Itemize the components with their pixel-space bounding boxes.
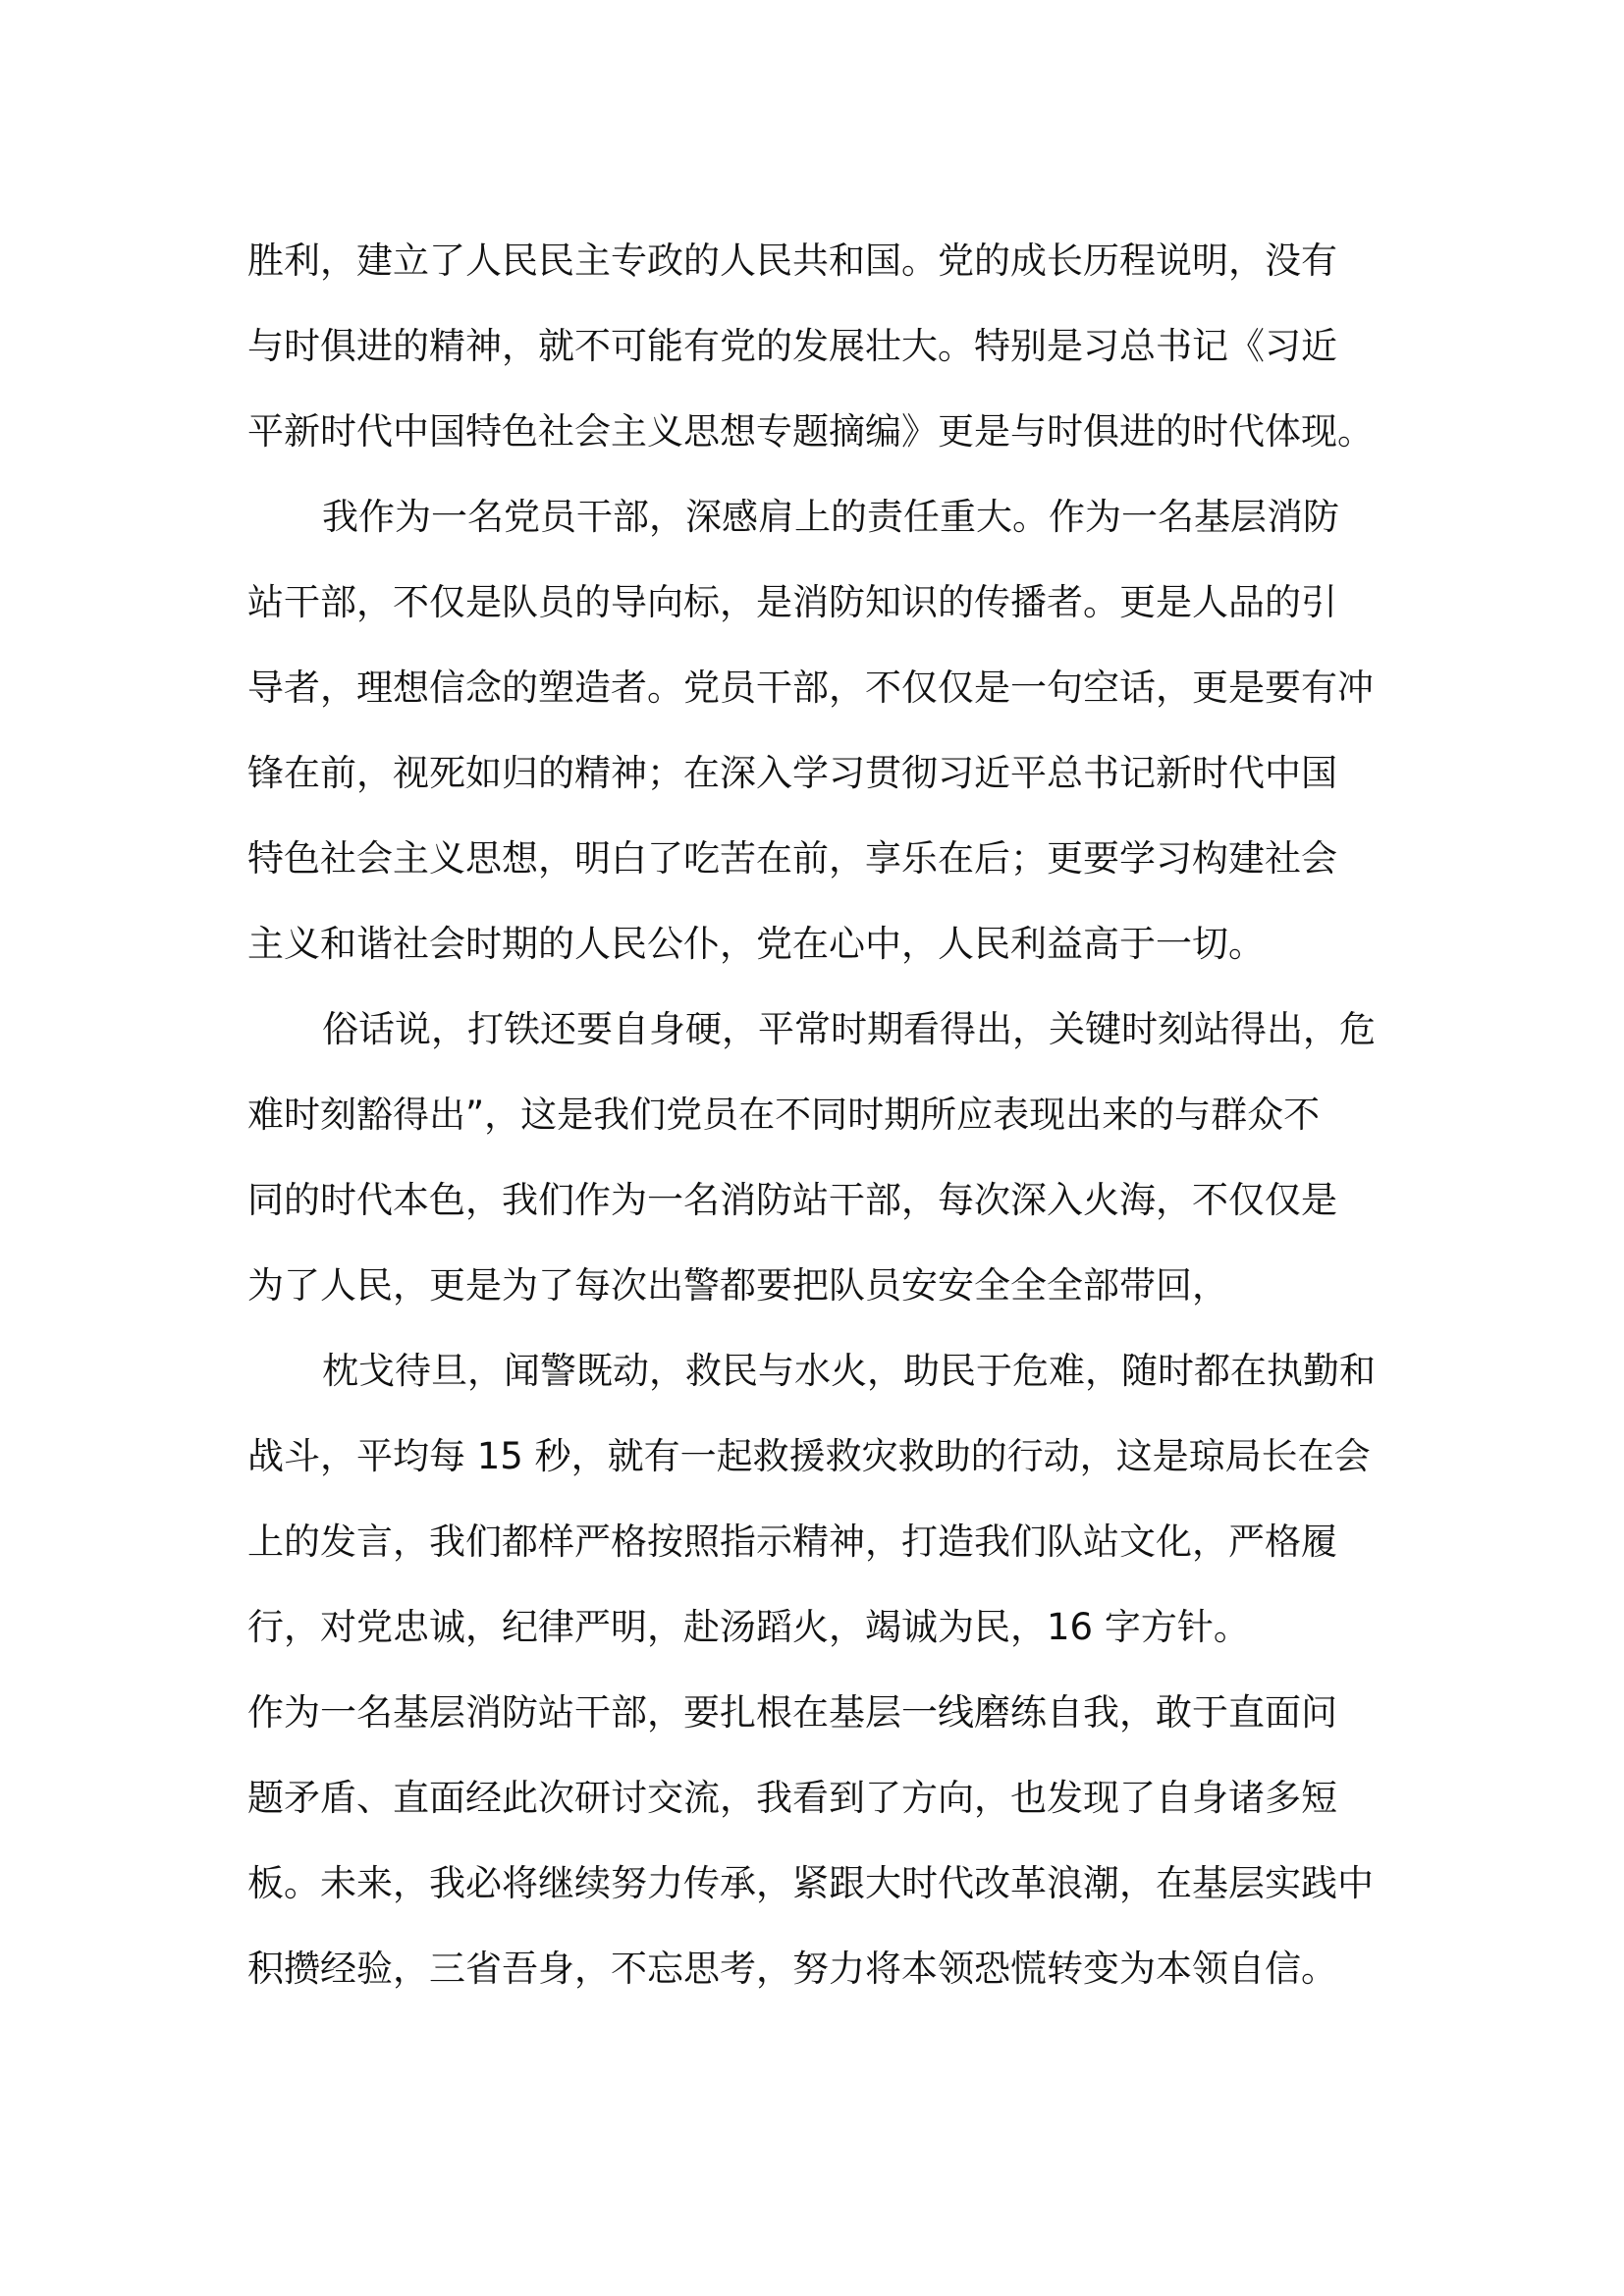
text-line: 站干部，不仅是队员的导向标，是消防知识的传播者。更是人品的引 xyxy=(247,581,1337,623)
paragraph-first-line: 俗话说，打铁还要自身硬，平常时期看得出，关键时刻站得出，危 xyxy=(322,1008,1376,1050)
paragraph-first-line: 枕戈待旦，闻警既动，救民与水火，助民于危难，随时都在执勤和 xyxy=(322,1350,1376,1392)
text-line: 板。未来，我必将继续努力传承，紧跟大时代改革浪潮，在基层实践中 xyxy=(247,1862,1374,1904)
text-line: 战斗，平均每 15 秒，就有一起救援救灾救助的行动，这是琼局长在会 xyxy=(247,1435,1371,1477)
text-line: 锋在前，视死如归的精神；在深入学习贯彻习近平总书记新时代中国 xyxy=(247,752,1337,794)
text-line: 主义和谐社会时期的人民公仆，党在心中，人民利益高于一切。 xyxy=(247,923,1265,965)
body-text xyxy=(247,218,1406,2011)
paragraph-first-line: 我作为一名党员干部，深感肩上的责任重大。作为一名基层消防 xyxy=(322,496,1339,538)
text-line: 胜利，建立了人民民主专政的人民共和国。党的成长历程说明，没有 xyxy=(247,240,1337,282)
text-line: 题矛盾、直面经此次研讨交流，我看到了方向，也发现了自身诸多短 xyxy=(247,1777,1337,1819)
text-line: 行，对党忠诚，纪律严明，赴汤蹈火，竭诚为民，16 字方针。 xyxy=(247,1606,1250,1648)
text-line: 上的发言，我们都样严格按照指示精神，打造我们队站文化，严格履 xyxy=(247,1521,1337,1563)
text-line: 为了人民，更是为了每次出警都要把队员安安全全全部带回， xyxy=(247,1264,1228,1307)
paragraph-first-line: 作为一名基层消防站干部，要扎根在基层一线磨练自我，敢于直面问 xyxy=(247,1691,1337,1734)
text-line: 平新时代中国特色社会主义思想专题摘编》更是与时俱进的时代体现。 xyxy=(247,410,1374,453)
text-line: 与时俱进的精神，就不可能有党的发展壮大。特别是习总书记《习近 xyxy=(247,325,1337,367)
text-line: 导者，理想信念的塑造者。党员干部，不仅仅是一句空话，更是要有冲 xyxy=(247,667,1374,709)
text-line: 积攒经验，三省吾身，不忘思考，努力将本领恐慌转变为本领自信。 xyxy=(247,1948,1337,1990)
text-line: 同的时代本色，我们作为一名消防站干部，每次深入火海，不仅仅是 xyxy=(247,1179,1337,1221)
text-line: 难时刻豁得出”，这是我们党员在不同时期所应表现出来的与群众不 xyxy=(247,1094,1321,1136)
text-line: 特色社会主义思想，明白了吃苦在前，享乐在后；更要学习构建社会 xyxy=(247,837,1337,880)
